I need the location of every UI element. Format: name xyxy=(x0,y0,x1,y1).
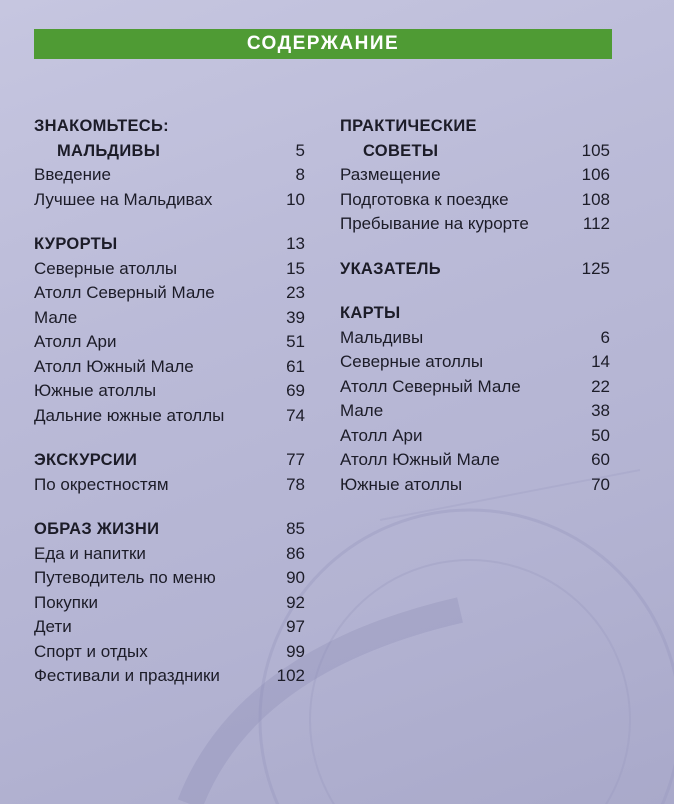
toc-section-index xyxy=(340,257,610,282)
toc-left-column xyxy=(34,114,305,709)
page-number: 125 xyxy=(581,258,610,278)
toc-heading-row[interactable] xyxy=(34,139,305,164)
toc-entry[interactable] xyxy=(340,188,610,213)
page-number: 14 xyxy=(591,352,610,371)
toc-entry[interactable] xyxy=(34,188,305,213)
toc-entry[interactable] xyxy=(340,350,610,375)
toc-section-practical-tips xyxy=(340,114,610,237)
section-heading-line1: ЗНАКОМЬТЕСЬ: xyxy=(34,117,169,135)
toc-entry[interactable] xyxy=(34,640,305,665)
toc-section-excursions xyxy=(34,448,305,497)
page-number: 69 xyxy=(286,381,305,400)
entry-label: Атолл Южный Мале xyxy=(34,356,194,376)
page-number: 50 xyxy=(591,425,610,445)
toc-section-lifestyle xyxy=(34,517,305,689)
toc-heading-row[interactable] xyxy=(34,517,305,542)
page-number: 15 xyxy=(286,258,305,278)
entry-label: Путеводитель по меню xyxy=(34,568,216,587)
page-number: 51 xyxy=(286,332,305,351)
page-number: 60 xyxy=(591,450,610,469)
toc-entry[interactable] xyxy=(340,326,610,351)
page-number: 92 xyxy=(286,592,305,612)
page-number: 5 xyxy=(295,140,305,160)
entry-label: Спорт и отдых xyxy=(34,641,148,661)
section-heading: КУРОРТЫ xyxy=(34,235,118,253)
page-number: 6 xyxy=(600,327,610,347)
toc-entry[interactable] xyxy=(340,448,610,473)
toc-entry[interactable] xyxy=(340,424,610,449)
page-number: 8 xyxy=(295,165,305,184)
toc-heading-row[interactable] xyxy=(34,448,305,473)
toc-heading-row[interactable] xyxy=(34,232,305,257)
page-number: 13 xyxy=(286,234,305,253)
page-number: 22 xyxy=(591,376,610,396)
entry-label: Размещение xyxy=(340,165,441,184)
toc-heading-row[interactable] xyxy=(340,301,610,326)
page-number: 38 xyxy=(591,401,610,420)
page-number: 61 xyxy=(286,356,305,376)
toc-entry[interactable] xyxy=(340,212,610,237)
entry-label: Дальние южные атоллы xyxy=(34,405,225,425)
page-number: 102 xyxy=(276,666,305,685)
section-heading: УКАЗАТЕЛЬ xyxy=(340,259,441,278)
toc-entry[interactable] xyxy=(34,355,305,380)
entry-label: Еда и напитки xyxy=(34,543,146,563)
toc-entry[interactable] xyxy=(34,664,305,689)
page-number: 106 xyxy=(581,165,610,184)
toc-right-column xyxy=(340,114,610,517)
entry-label: Покупки xyxy=(34,592,98,612)
toc-entry[interactable] xyxy=(34,404,305,429)
toc-entry[interactable] xyxy=(340,399,610,424)
contents-banner xyxy=(34,29,612,59)
section-heading: КАРТЫ xyxy=(340,304,401,322)
toc-heading-row[interactable] xyxy=(340,257,610,282)
page-number: 70 xyxy=(591,474,610,494)
toc-heading-row[interactable] xyxy=(340,139,610,164)
entry-label: Северные атоллы xyxy=(34,258,178,278)
section-heading-line1: ПРАКТИЧЕСКИЕ xyxy=(340,117,477,135)
entry-label: Атолл Южный Мале xyxy=(340,450,500,469)
page-number: 86 xyxy=(286,543,305,563)
entry-label: По окрестностям xyxy=(34,474,169,494)
toc-section-resorts xyxy=(34,232,305,428)
toc-section-meet-maldives xyxy=(34,114,305,212)
page-number: 10 xyxy=(286,189,305,209)
toc-entry[interactable] xyxy=(34,306,305,331)
section-heading: ЭКСКУРСИИ xyxy=(34,451,138,469)
toc-entry[interactable] xyxy=(34,566,305,591)
entry-label: Пребывание на курорте xyxy=(340,214,529,233)
toc-entry[interactable] xyxy=(34,542,305,567)
contents-title: СОДЕРЖАНИЕ xyxy=(246,33,400,54)
entry-label: Подготовка к поездке xyxy=(340,189,509,209)
toc-entry[interactable] xyxy=(34,379,305,404)
entry-label: Введение xyxy=(34,165,111,184)
section-heading: МАЛЬДИВЫ xyxy=(57,141,161,160)
toc-entry[interactable] xyxy=(34,281,305,306)
entry-label: Мальдивы xyxy=(340,327,424,347)
toc-entry[interactable] xyxy=(34,591,305,616)
toc-entry[interactable] xyxy=(340,473,610,498)
entry-label: Атолл Северный Мале xyxy=(34,283,215,302)
toc-entry[interactable] xyxy=(34,330,305,355)
entry-label: Мале xyxy=(340,401,384,420)
entry-label: Северные атоллы xyxy=(340,352,484,371)
page-number: 78 xyxy=(286,474,305,494)
toc-entry[interactable] xyxy=(340,375,610,400)
entry-label: Лучшее на Мальдивах xyxy=(34,189,213,209)
entry-label: Фестивали и праздники xyxy=(34,666,220,685)
section-heading: ОБРАЗ ЖИЗНИ xyxy=(34,520,160,538)
entry-label: Атолл Северный Мале xyxy=(340,376,521,396)
entry-label: Атолл Ари xyxy=(34,332,117,351)
section-heading: СОВЕТЫ xyxy=(363,141,439,160)
page-number: 99 xyxy=(286,641,305,661)
page-number: 77 xyxy=(286,450,305,469)
entry-label: Южные атоллы xyxy=(34,381,157,400)
page-number: 85 xyxy=(286,519,305,538)
entry-label: Атолл Ари xyxy=(340,425,423,445)
toc-entry[interactable] xyxy=(34,257,305,282)
entry-label: Мале xyxy=(34,307,78,327)
toc-entry[interactable] xyxy=(34,615,305,640)
toc-section-maps xyxy=(340,301,610,497)
page-number: 97 xyxy=(286,617,305,636)
page-number: 39 xyxy=(286,307,305,327)
toc-entry[interactable] xyxy=(34,163,305,188)
entry-label: Дети xyxy=(34,617,72,636)
page-number: 74 xyxy=(286,405,305,425)
page-number: 105 xyxy=(581,140,610,160)
page-number: 108 xyxy=(581,189,610,209)
page-number: 112 xyxy=(582,214,610,233)
page-number: 23 xyxy=(286,283,305,302)
entry-label: Южные атоллы xyxy=(340,474,463,494)
page-number: 90 xyxy=(286,568,305,587)
toc-entry[interactable] xyxy=(340,163,610,188)
toc-entry[interactable] xyxy=(34,473,305,498)
